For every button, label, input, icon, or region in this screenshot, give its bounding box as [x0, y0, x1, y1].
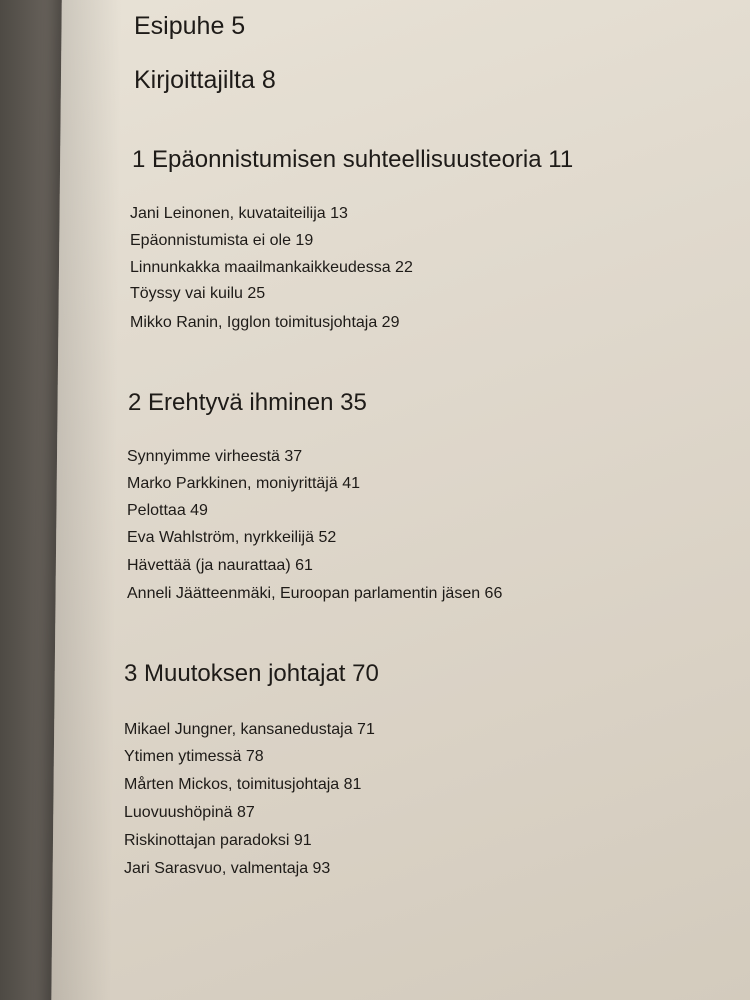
chapter-1-item: Linnunkakka maailmankaikkeudessa 22: [130, 259, 413, 276]
chapter-2-item: Marko Parkkinen, moniyrittäjä 41: [127, 475, 360, 492]
chapter-2-item: Anneli Jäätteenmäki, Euroopan parlamentin jäsen 66: [127, 585, 503, 602]
chapter-2-item: Eva Wahlström, nyrkkeilijä 52: [127, 529, 337, 546]
chapter-3-item: Luovuushöpinä 87: [124, 804, 255, 821]
chapter-3-item: Ytimen ytimessä 78: [124, 748, 264, 765]
chapter-2-title: 2 Erehtyvä ihminen 35: [128, 389, 367, 416]
chapter-3-item: Mårten Mickos, toimitusjohtaja 81: [124, 776, 362, 793]
chapter-3-item: Riskinottajan paradoksi 91: [124, 832, 312, 849]
chapter-2-item: Hävettää (ja naurattaa) 61: [127, 557, 313, 574]
chapter-1-item: Mikko Ranin, Igglon toimitusjohtaja 29: [130, 314, 400, 331]
toc-entry-esipuhe: Esipuhe 5: [134, 12, 246, 40]
chapter-3-item: Mikael Jungner, kansanedustaja 71: [124, 721, 375, 738]
chapter-1-item: Epäonnistumista ei ole 19: [130, 232, 314, 249]
chapter-1-item: Töyssy vai kuilu 25: [130, 285, 266, 302]
chapter-1-item: Jani Leinonen, kuvataiteilija 13: [130, 205, 348, 222]
table-of-contents: [124, 0, 734, 1000]
chapter-3-item: Jari Sarasvuo, valmentaja 93: [124, 860, 331, 877]
toc-entry-kirjoittajilta: Kirjoittajilta 8: [134, 66, 276, 94]
chapter-2-item: Pelottaa 49: [127, 502, 208, 519]
chapter-1-title: 1 Epäonnistumisen suhteellisuusteoria 11: [132, 146, 574, 173]
chapter-2-item: Synnyimme virheestä 37: [127, 448, 303, 465]
chapter-3-title: 3 Muutoksen johtajat 70: [124, 660, 379, 687]
